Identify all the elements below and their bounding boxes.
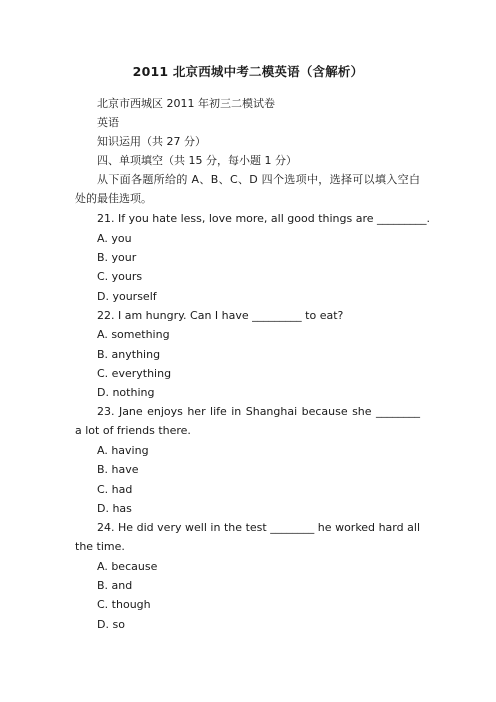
document-title: 2011 北京西城中考二模英语（含解析）	[132, 64, 364, 79]
question-23-stem: 23. Jane enjoys her life in Shanghai because she ________ a lot of friends there.	[75, 405, 420, 437]
question-21-option-b: B. your	[97, 251, 137, 264]
question-23-option-c: C. had	[97, 483, 133, 496]
question-21-option-d: D. yourself	[97, 290, 157, 303]
subject-label: 英语	[97, 116, 119, 129]
question-24-option-a: A. because	[97, 560, 158, 573]
question-24-stem: 24. He did very well in the test ________ he worked hard all the time.	[75, 521, 420, 553]
question-23-option-a: A. having	[97, 444, 149, 457]
question-21-option-c: C. yours	[97, 270, 143, 283]
question-22-stem: 22. I am hungry. Can I have _________ to eat?	[97, 309, 344, 322]
question-23-option-b: B. have	[97, 463, 139, 476]
question-24-option-c: C. though	[97, 598, 151, 611]
instruction-text: 从下面各题所给的 A、B、C、D 四个选项中，选择可以填入空白处的最佳选项。	[75, 173, 420, 205]
part-heading: 四、单项填空（共 15 分，每小题 1 分）	[97, 154, 297, 167]
question-22-option-d: D. nothing	[97, 386, 155, 399]
question-21-option-a: A. you	[97, 232, 132, 245]
section-heading: 知识运用（共 27 分）	[97, 135, 206, 148]
question-21-stem: 21. If you hate less, love more, all good things are _________.	[97, 212, 431, 225]
question-22-option-c: C. everything	[97, 367, 172, 380]
question-22-option-b: B. anything	[97, 348, 161, 361]
exam-name: 北京市西城区 2011 年初三二模试卷	[97, 97, 275, 110]
question-22-option-a: A. something	[97, 328, 170, 341]
question-24-option-b: B. and	[97, 579, 133, 592]
question-23-option-d: D. has	[97, 502, 132, 515]
question-24-option-d: D. so	[97, 618, 125, 631]
